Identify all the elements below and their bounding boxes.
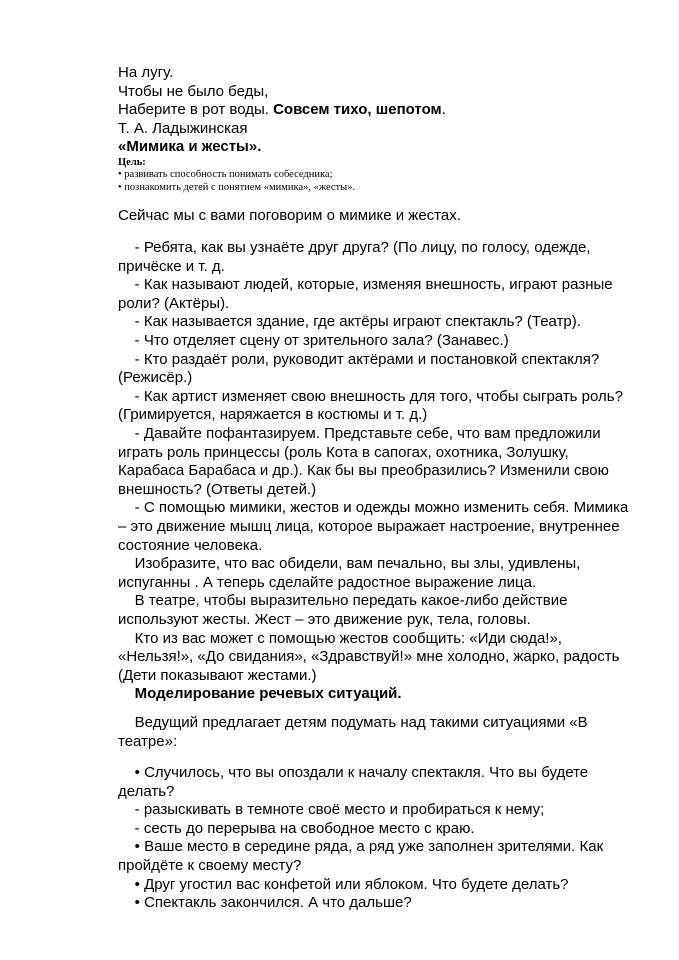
- text-line: - Как называется здание, где актёры играют спектакль? (Театр).: [118, 313, 581, 331]
- text-line: Ведущий предлагает детям подумать над такими ситуациями «В: [118, 713, 588, 731]
- section-title: «Мимика и жесты».: [118, 138, 262, 156]
- poem-line: [118, 101, 598, 120]
- intro-paragraph: Сейчас мы с вами поговорим о мимике и жестах.: [118, 207, 461, 225]
- text-line: состояние человека.: [118, 536, 263, 554]
- text-line: - Ребята, как вы узнаёте друг друга? (По лицу, по голосу, одежде,: [118, 239, 591, 257]
- text-line: (Дети показывают жестами.): [118, 666, 317, 684]
- section-title: Моделирование речевых ситуаций.: [118, 685, 402, 703]
- poem-text: Наберите в рот воды.: [118, 101, 274, 119]
- text-line: Кто из вас может с помощью жестов сообщить: «Иди сюда!»,: [118, 629, 562, 647]
- text-line: причёске и т. д.: [118, 257, 225, 275]
- text-line: В театре, чтобы выразительно передать какое-либо действие: [118, 592, 568, 610]
- text-line: - Как называют людей, которые, изменяя внешность, играют разные: [118, 276, 613, 294]
- text-line: театре»:: [118, 732, 178, 750]
- text-line: используют жесты. Жест – это движение рук, тела, головы.: [118, 610, 531, 628]
- text-line: - Что отделяет сцену от зрительного зала? (Занавес.): [118, 332, 509, 350]
- document-page: [118, 64, 629, 913]
- poem-line: Чтобы не было беды,: [118, 82, 269, 100]
- text-line: - разыскивать в темноте своё место и пробираться к нему;: [118, 801, 545, 819]
- text-line: – это движение мышц лица, которое выражает настроение, внутреннее: [118, 517, 620, 535]
- text-line: делать?: [118, 782, 175, 800]
- goal-label: Цель:: [118, 156, 146, 168]
- text-line: Изобразите, что вас обидели, вам печально, вы злы, удивлены,: [118, 555, 581, 573]
- text-line: пройдёте к своему месту?: [118, 857, 302, 875]
- text-line: - сесть до перерыва на свободное место с краю.: [118, 819, 475, 837]
- text-line: • Спектакль закончился. А что дальше?: [118, 894, 412, 912]
- poem-text: .: [441, 101, 446, 119]
- text-line: (Гримируется, наряжается в костюмы и т. д.): [118, 406, 428, 424]
- poem-author: Т. А. Ладыжинская: [118, 119, 248, 137]
- text-line: играть роль принцессы (роль Кота в сапогах, охотника, Золушку,: [118, 443, 569, 461]
- text-line: роли? (Актёры).: [118, 294, 230, 312]
- text-line: - Давайте пофантазируем. Представьте себе, что вам предложили: [118, 425, 601, 442]
- situations-intro: [118, 714, 598, 751]
- situations-list: [118, 764, 604, 913]
- text-line: - С помощью мимики, жестов и одежды можно изменить себя. Мимика: [118, 499, 629, 517]
- goal-item: • развивать способность понимать собеседника;: [118, 169, 333, 181]
- text-line: Карабаса Барабаса и др.). Как бы вы преобразились? Изменили свою: [118, 462, 609, 480]
- dialogue-body: [118, 239, 629, 685]
- text-line: «Нельзя!», «До свидания», «Здравствуй!» мне холодно, жарко, радость: [118, 648, 620, 666]
- text-line: (Режисёр.): [118, 369, 193, 387]
- poem-emphasis: Совсем тихо, шепотом: [273, 101, 442, 119]
- goal-item: • познакомить детей с понятием «мимика», «жесты».: [118, 181, 356, 193]
- poem-line: На лугу.: [118, 64, 174, 81]
- text-line: • Друг угостил вас конфетой или яблоком. Что будете делать?: [118, 875, 569, 893]
- text-line: • Ваше место в середине ряда, а ряд уже заполнен зрителями. Как: [118, 838, 604, 856]
- text-line: - Как артист изменяет свою внешность для того, чтобы сыграть роль?: [118, 387, 623, 405]
- text-line: испуганны . А теперь сделайте радостное выражение лица.: [118, 573, 537, 591]
- text-line: - Кто раздаёт роли, руководит актёрами и постановкой спектакля?: [118, 350, 600, 368]
- text-line: внешность? (Ответы детей.): [118, 480, 317, 498]
- text-line: • Случилось, что вы опоздали к началу спектакля. Что вы будете: [118, 764, 589, 782]
